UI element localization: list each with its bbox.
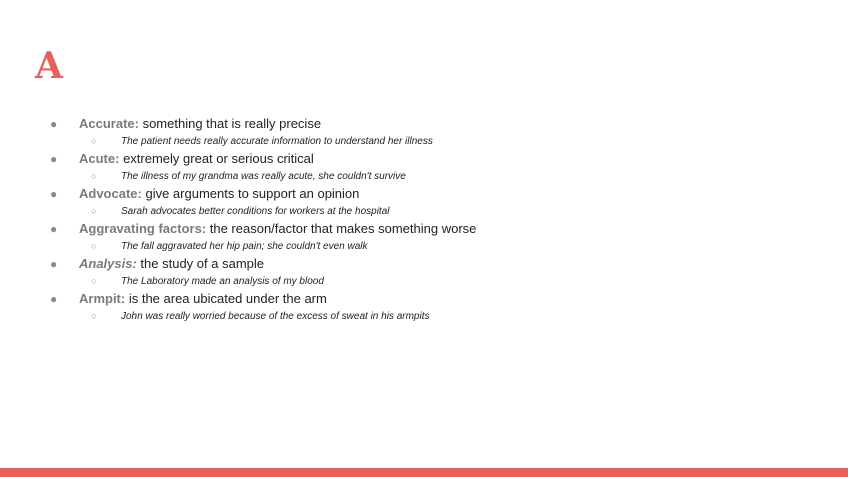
term-line xyxy=(79,255,476,273)
sub-bullet-icon: ○ xyxy=(91,311,97,321)
example-sentence: Sarah advocates better conditions for workers at the hospital xyxy=(121,206,390,217)
bullet-icon: ● xyxy=(50,117,58,131)
example-sentence: The patient needs really accurate information to understand her illness xyxy=(121,136,433,147)
footer-accent-bar xyxy=(0,468,848,477)
vocabulary-item xyxy=(0,220,476,255)
bullet-icon: ● xyxy=(50,292,58,306)
example-sentence: The fall aggravated her hip pain; she couldn't even walk xyxy=(121,241,368,252)
bullet-icon: ● xyxy=(50,222,58,236)
bullet-icon: ● xyxy=(50,257,58,271)
term-definition: the reason/factor that makes something worse xyxy=(206,221,477,236)
term-definition: the study of a sample xyxy=(136,256,264,271)
term-line xyxy=(79,115,476,133)
sub-bullet-icon: ○ xyxy=(91,276,97,286)
vocabulary-item xyxy=(0,115,476,150)
term-word: Analysis: xyxy=(79,256,137,271)
example-line xyxy=(79,133,476,150)
example-sentence: The Laboratory made an analysis of my blood xyxy=(121,276,324,287)
sub-bullet-icon: ○ xyxy=(91,206,97,216)
vocabulary-item xyxy=(0,185,476,220)
term-definition: extremely great or serious critical xyxy=(119,151,314,166)
term-word: Advocate: xyxy=(79,186,142,201)
example-sentence: The illness of my grandma was really acute, she couldn't survive xyxy=(121,171,406,182)
term-line xyxy=(79,185,476,203)
example-line xyxy=(79,168,476,185)
sub-bullet-icon: ○ xyxy=(91,241,97,251)
term-definition: is the area ubicated under the arm xyxy=(125,291,327,306)
vocabulary-list xyxy=(0,115,476,325)
term-line xyxy=(79,290,476,308)
example-line xyxy=(79,273,476,290)
bullet-icon: ● xyxy=(50,152,58,166)
vocabulary-item xyxy=(0,255,476,290)
sub-bullet-icon: ○ xyxy=(91,136,97,146)
term-line xyxy=(79,150,476,168)
term-word: Accurate: xyxy=(79,116,139,131)
term-definition: give arguments to support an opinion xyxy=(141,186,360,201)
term-line xyxy=(79,220,476,238)
vocabulary-item xyxy=(0,290,476,325)
term-word: Acute: xyxy=(79,151,120,166)
example-sentence: John was really worried because of the excess of sweat in his armpits xyxy=(121,311,430,322)
sub-bullet-icon: ○ xyxy=(91,171,97,181)
slide-title: A xyxy=(35,45,63,87)
example-line xyxy=(79,203,476,220)
example-line xyxy=(79,238,476,255)
term-definition: something that is really precise xyxy=(138,116,322,131)
bullet-icon: ● xyxy=(50,187,58,201)
example-line xyxy=(79,308,476,325)
vocabulary-item xyxy=(0,150,476,185)
term-word: Armpit: xyxy=(79,291,126,306)
term-word: Aggravating factors: xyxy=(79,221,207,236)
